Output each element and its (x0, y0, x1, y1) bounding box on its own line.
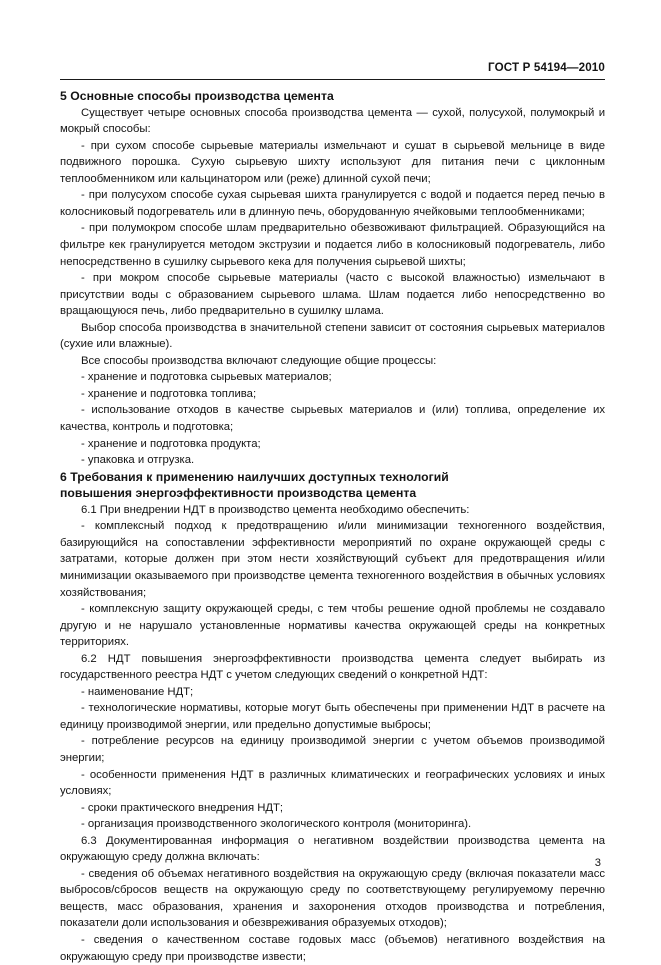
header-divider (60, 79, 605, 80)
section-5-bullet-semiwet-method: - при полумокром способе шлам предварительно обезвоживают фильтрацией. Образующийся на фильтре кек гранулируется методом экструзии и подается либо в колосниковый подогреватель, либо непосредственно в сушилку сырьевого кека для получения сырьевой шихты; (60, 222, 605, 268)
section-5-common-item: - хранение и подготовка продукта; (81, 437, 261, 450)
section-5-bullet-semidry-method: - при полусухом способе сухая сырьевая шихта гранулируется с водой и подается перед печью в колосниковый подогреватель или в длинную печь, оборудованную ячейковыми теплообменниками; (60, 189, 605, 218)
clause-6-2-item: - наименование НДТ; (81, 685, 194, 698)
clause-6-3-intro: 6.3 Документированная информация о негативном воздействии производства цемента на окружающую среду должна включать: (60, 834, 605, 864)
document-body (60, 88, 605, 965)
section-6-heading-line-2: повышения энергоэффективности производства цемента (60, 486, 417, 501)
section-5-common-item: - использование отходов в качестве сырьевых материалов и (или) топлива, определение их качества, контроль и подготовка; (60, 404, 605, 433)
section-5-intro-paragraph: Существует четыре основных способа производства цемента — сухой, полусухой, полумокрый и мокрый способы: (60, 106, 605, 136)
clause-6-3-item: - сведения о качественном составе годовых масс (объемов) негативного воздействия на окружающую среду при производстве извести; (60, 934, 605, 963)
clause-6-2-item: - потребление ресурсов на единицу производимой энергии с учетом объемов производимой энергии; (60, 735, 605, 765)
clause-6-2-item: - сроки практического внедрения НДТ; (81, 801, 284, 814)
section-5-common-item: - упаковка и отгрузка. (81, 454, 195, 467)
section-5-method-choice-paragraph: Выбор способа производства в значительной степени зависит от состояния сырьевых материалов (сухие или влажные). (60, 321, 605, 351)
standard-identifier: ГОСТ Р 54194—2010 (488, 61, 605, 74)
section-5-common-processes-intro: Все способы производства включают следующие общие процессы: (81, 354, 437, 367)
clause-6-2-item: - технологические нормативы, которые могут быть обеспечены при применении НДТ в расчете на единицу производимой энергии, или предельно допустимые выбросы; (60, 702, 605, 731)
clause-6-1-intro: 6.1 При внедрении НДТ в производство цемента необходимо обеспечить: (81, 503, 470, 516)
clause-6-2-item: - организация производственного экологического контроля (мониторинга). (81, 818, 472, 831)
clause-6-2-item: - особенности применения НДТ в различных климатических и географических условиях и иных условиях; (60, 768, 605, 798)
section-6-heading (60, 469, 605, 502)
clause-6-1-item: - комплексный подход к предотвращению и/или минимизации техногенного воздействия, базирующийся на сопоставлении эффективности мероприятий по охране окружающей среды с затратами, которые должен при этом нести хозяйствующий субъект для предотвращения и/или минимизации оказываемого при производстве цемента техногенного воздействия в обычных условиях хозяйствования; (60, 520, 605, 599)
section-5-common-item: - хранение и подготовка сырьевых материалов; (81, 371, 332, 384)
section-5-heading: 5 Основные способы производства цемента (60, 89, 334, 103)
page-number: 3 (594, 857, 601, 869)
section-5-bullet-dry-method: - при сухом способе сырьевые материалы измельчают и сушат в сырьевой мельнице в виде подвижного порошка. Сухую сырьевую шихту используют для питания печи с циклонным теплообменником или кальцинатором или (реже) длинной сухой печи; (60, 139, 605, 185)
section-5-bullet-wet-method: - при мокром способе сырьевые материалы (часто с высокой влажностью) измельчают в присутствии воды с образованием сырьевого шлама. Шлам подается либо непосредственно во вращающуюся печь, либо предварительно в сушилку шлама. (60, 272, 605, 318)
clause-6-3-item: - сведения об объемах негативного воздействия на окружающую среду (включая показатели масс выбросов/сбросов веществ на окружающую среду по соответствующему регулируемому перечню веществ, масс образования, хранения и захоронения отходов производства и потребления, показатели доли использования и обезвреживания образуемых отходов); (60, 867, 605, 930)
clause-6-2-intro: 6.2 НДТ повышения энергоэффективности производства цемента следует выбирать из государственного реестра НДТ с учетом следующих сведений о конкретной НДТ: (60, 652, 605, 682)
page-header (60, 61, 605, 83)
section-6-heading-line-1: 6 Требования к применению наилучших доступных технологий (60, 469, 449, 484)
section-5-common-item: - хранение и подготовка топлива; (81, 387, 257, 400)
clause-6-1-item: - комплексную защиту окружающей среды, с тем чтобы решение одной проблемы не создавало другую и не нарушало установленные нормативы качества окружающей среды на конкретных территориях. (60, 603, 605, 649)
